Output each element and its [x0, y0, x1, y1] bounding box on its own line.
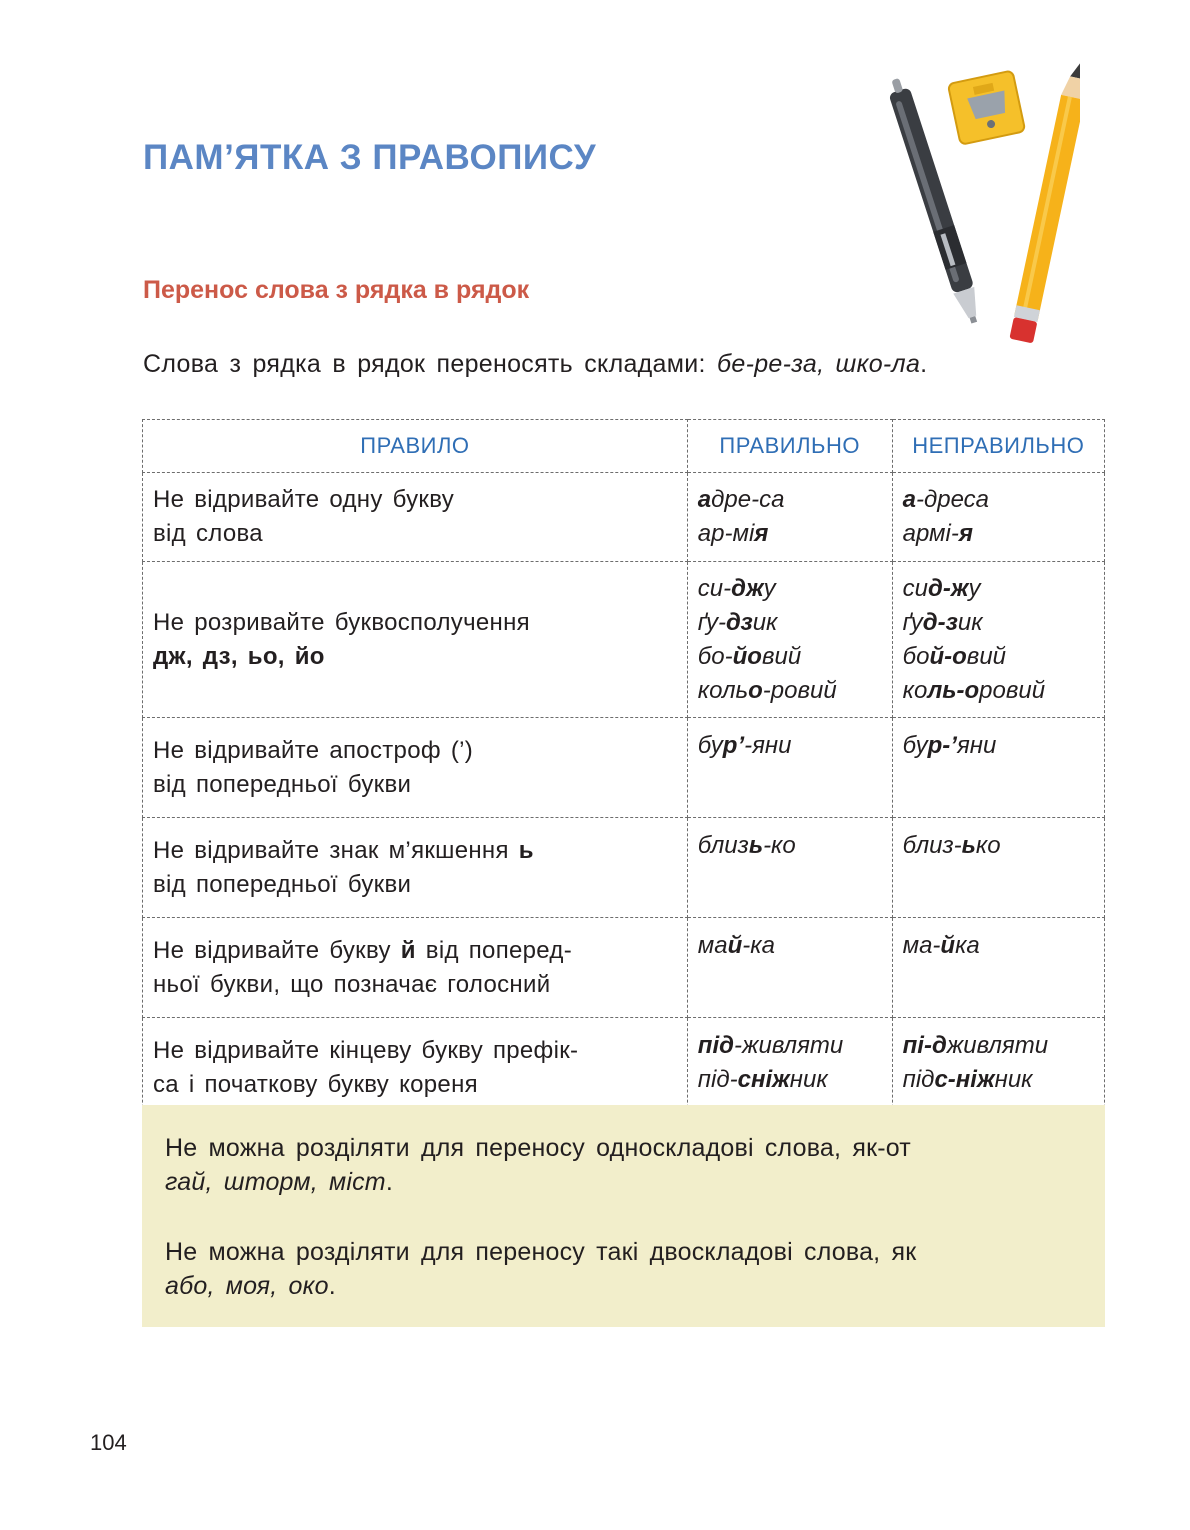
incorrect-cell	[892, 918, 1104, 1018]
incorrect-example	[903, 829, 1094, 863]
text-fragment: ник	[789, 1066, 828, 1093]
note-1-examples: гай, шторм, міст	[165, 1168, 386, 1196]
bold-fragment: й	[940, 932, 956, 959]
incorrect-example	[903, 729, 1094, 763]
correct-cell	[687, 918, 892, 1018]
text-fragment: -ко	[763, 832, 796, 859]
rule-line	[153, 934, 677, 968]
correct-cell	[687, 562, 892, 718]
text-fragment: -живляти	[733, 1032, 844, 1059]
text-fragment: вий	[761, 642, 802, 670]
rule-cell	[143, 562, 688, 718]
note-1-text: Не можна розділяти для переносу односкладові слова, як-от	[165, 1134, 911, 1162]
bold-fragment: під	[697, 1032, 734, 1059]
note-box	[142, 1105, 1105, 1327]
rule-cell	[143, 818, 688, 918]
correct-example	[698, 606, 882, 640]
text-fragment: ма	[697, 932, 728, 959]
incorrect-cell	[892, 718, 1104, 818]
incorrect-example	[903, 517, 1094, 551]
rule-line	[153, 868, 677, 902]
bold-fragment: с-ніж	[934, 1066, 995, 1093]
correct-example	[698, 729, 882, 763]
text-fragment: ка	[955, 932, 980, 959]
incorrect-example	[903, 572, 1094, 606]
bold-fragment: дз	[725, 608, 753, 636]
bold-fragment: й	[400, 936, 416, 964]
correct-example	[698, 929, 882, 963]
text-fragment: си	[902, 574, 928, 602]
rule-letters: дж, дз, ьо, йо	[153, 642, 325, 670]
text-fragment: бу	[902, 732, 928, 759]
text-fragment: ар-мі	[697, 520, 755, 547]
text-fragment: -ровий	[762, 676, 837, 704]
text-fragment: Не відривайте знак м’якшення	[153, 836, 519, 864]
text-fragment: ґу	[902, 608, 923, 636]
incorrect-example	[903, 483, 1094, 517]
text-fragment: під-	[697, 1066, 738, 1093]
table-body	[143, 473, 1105, 1118]
bold-fragment: й	[727, 932, 743, 959]
incorrect-example	[903, 674, 1094, 708]
text-fragment: ик	[752, 608, 778, 636]
text-fragment: бу	[697, 732, 723, 759]
stationery-illustration	[880, 55, 1080, 355]
text-fragment: си-	[697, 574, 732, 602]
incorrect-example	[903, 1063, 1094, 1097]
bold-fragment: сніж	[737, 1066, 790, 1093]
bold-fragment: а	[697, 486, 712, 513]
incorrect-example	[903, 1029, 1094, 1063]
rule-line: від попередньої букви	[153, 770, 412, 798]
note-2-text: Не можна розділяти для переносу такі двоскладові слова, як	[165, 1238, 917, 1266]
bold-fragment: я	[958, 520, 973, 547]
bold-fragment: ль-о	[927, 676, 980, 704]
rule-line	[153, 968, 677, 1002]
table-row	[143, 918, 1105, 1018]
text-fragment: від поперед-	[415, 936, 573, 964]
note-paragraph-1: Не можна розділяти для переносу односкладові слова, як-от гай, шторм, міст.	[165, 1134, 911, 1196]
correct-example	[698, 483, 882, 517]
text-fragment: бо-	[697, 642, 733, 670]
text-fragment: -дреса	[915, 486, 990, 513]
correct-example	[698, 572, 882, 606]
text-fragment: близ-	[902, 832, 962, 859]
table-row	[143, 473, 1105, 562]
text-fragment: близ	[697, 832, 749, 859]
text-fragment: ик	[957, 608, 983, 636]
bold-fragment: й-о	[929, 642, 967, 670]
text-fragment: яни	[956, 732, 997, 759]
bold-fragment: ь	[748, 832, 764, 859]
bold-fragment: пі-д	[902, 1032, 947, 1059]
text-fragment: ма-	[902, 932, 941, 959]
table-row	[143, 718, 1105, 818]
text-fragment: коль	[697, 676, 749, 704]
header-incorrect: НЕПРАВИЛЬНО	[892, 420, 1104, 473]
bold-fragment: о	[748, 676, 763, 704]
bold-fragment: ь	[518, 836, 534, 864]
text-fragment: у	[968, 574, 981, 602]
table-row	[143, 1018, 1105, 1118]
page-title: ПАМ’ЯТКА З ПРАВОПИСУ	[143, 138, 597, 177]
rule-cell	[143, 918, 688, 1018]
bold-fragment: д-з	[922, 608, 958, 636]
incorrect-cell	[892, 562, 1104, 718]
text-fragment: бо	[902, 642, 930, 670]
section-title: Перенос слова з рядка в рядок	[143, 276, 530, 304]
bold-fragment: а	[902, 486, 916, 513]
note-2-examples: або, моя, око	[165, 1272, 329, 1300]
incorrect-cell	[892, 818, 1104, 918]
page-number: 104	[90, 1430, 127, 1455]
correct-example	[698, 517, 882, 551]
bold-fragment: я	[754, 520, 769, 547]
pencil-sharpener-icon	[948, 70, 1025, 144]
text-fragment: ко	[902, 676, 928, 704]
text-fragment: під	[902, 1066, 935, 1093]
incorrect-example	[903, 929, 1094, 963]
correct-cell	[687, 473, 892, 562]
rule-cell	[143, 473, 688, 562]
incorrect-cell	[892, 473, 1104, 562]
text-fragment: ровий	[979, 676, 1046, 704]
bold-fragment: р-’	[927, 732, 957, 759]
text-fragment: -ка	[742, 932, 775, 959]
incorrect-example	[903, 640, 1094, 674]
table-header-row	[143, 420, 1105, 473]
text-fragment: дре-са	[711, 486, 785, 513]
rule-line: Не розривайте буквосполучення	[153, 608, 530, 636]
intro-text	[143, 350, 927, 379]
intro-lead: Слова з рядка в рядок переносять складами:	[143, 350, 717, 378]
rule-cell	[143, 718, 688, 818]
rule-line: Не відривайте кінцеву букву префік-	[153, 1036, 579, 1064]
header-correct: ПРАВИЛЬНО	[687, 420, 892, 473]
correct-cell	[687, 818, 892, 918]
text-fragment: вий	[966, 642, 1007, 670]
rule-line: Не відривайте одну букву	[153, 486, 455, 513]
correct-example	[698, 829, 882, 863]
bold-fragment: дж	[731, 574, 764, 602]
rule-line	[153, 834, 677, 868]
text-fragment: у	[763, 574, 776, 602]
header-rule: ПРАВИЛО	[143, 420, 688, 473]
bold-fragment: д-ж	[927, 574, 969, 602]
intro-end: .	[920, 350, 928, 378]
text-fragment: Не відривайте букву	[153, 936, 401, 964]
text-fragment: ко	[975, 832, 1001, 859]
text-fragment: ньої букви, що позначає голосний	[153, 970, 551, 998]
table-row	[143, 562, 1105, 718]
correct-cell	[687, 718, 892, 818]
note-paragraph-2: Не можна розділяти для переносу такі двоскладові слова, як або, моя, око.	[165, 1238, 917, 1300]
correct-example	[698, 1063, 882, 1097]
rule-line: від слова	[153, 520, 263, 547]
text-fragment: живляти	[946, 1032, 1049, 1059]
correct-example	[698, 674, 882, 708]
bold-fragment: йо	[732, 642, 762, 670]
rule-line: са і початкову букву кореня	[153, 1070, 478, 1098]
bold-fragment: ь	[961, 832, 976, 859]
rule-cell	[143, 1018, 688, 1118]
text-fragment: армі-	[902, 520, 959, 547]
text-fragment: ґу-	[697, 608, 726, 636]
correct-example	[698, 1029, 882, 1063]
rule-line: Не відривайте апостроф (’)	[153, 736, 474, 764]
bold-fragment: р’	[722, 732, 745, 759]
text-fragment: ник	[994, 1066, 1033, 1093]
incorrect-example	[903, 606, 1094, 640]
incorrect-cell	[892, 1018, 1104, 1118]
intro-examples: бе-ре-за, шко-ла	[717, 350, 921, 378]
text-fragment: -яни	[744, 732, 792, 759]
hyphenation-rules-table	[142, 419, 1105, 1118]
text-fragment: від попередньої букви	[153, 870, 412, 898]
correct-example	[698, 640, 882, 674]
table-row	[143, 818, 1105, 918]
correct-cell	[687, 1018, 892, 1118]
